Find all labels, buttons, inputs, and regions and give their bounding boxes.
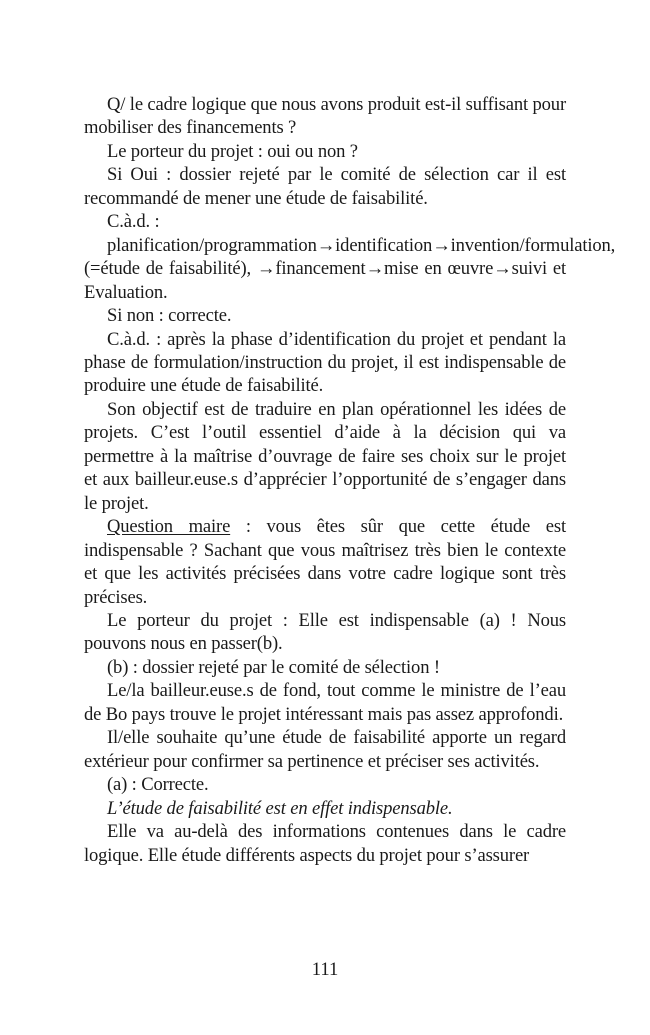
paragraph-planification-chain: planification/programmation→identification→invention/formulation, (=étude de faisabilité), →financement→mise en œuvre→suivi et Evaluation. (84, 234, 616, 303)
paragraph-si-non: Si non : correcte. (107, 305, 232, 327)
question-maire-text: : vous êtes sûr que cette étude est indispensable ? Sachant que vous maîtrisez très bien le contexte et que les activités précisées dans votre cadre logique sont très précises. (84, 516, 566, 608)
paragraph-regard-exterieur: Il/elle souhaite qu’une étude de faisabilité apporte un regard extérieur pour confirmer sa pertinence et préciser ses activités. (84, 727, 566, 772)
paragraph-porteur-reply: Le porteur du projet : Elle est indispensable (a) ! Nous pouvons nous en passer(b). (84, 609, 566, 655)
paragraph-question-maire (84, 515, 566, 609)
paragraph-porteur-answer: Le porteur du projet : oui ou non ? (107, 140, 358, 162)
body-text (84, 93, 616, 867)
paragraph-bailleur: Le/la bailleur.euse.s de fond, tout comme le ministre de l’eau de Bo pays trouve le projet intéressant mais pas assez approfondi. (84, 680, 566, 725)
paragraph-cad-1: C.à.d. : (107, 211, 160, 233)
question-maire-label: Question maire (107, 516, 231, 538)
page-number: 111 (311, 959, 339, 980)
paragraph-question: Q/ le cadre logique que nous avons produit est-il suffisant pour mobiliser des financements ? (84, 94, 566, 139)
paragraph-si-oui: Si Oui : dossier rejeté par le comité de sélection car il est recommandé de mener une étude de faisabilité. (84, 164, 566, 209)
paragraph-italic-statement: L’étude de faisabilité est en effet indispensable. (107, 797, 453, 819)
paragraph-option-a: (a) : Correcte. (107, 774, 209, 796)
paragraph-option-b: (b) : dossier rejeté par le comité de sélection ! (107, 656, 440, 678)
paragraph-cad-2: C.à.d. : après la phase d’identification du projet et pendant la phase de formulation/instruction du projet, il est indispensable de produire une étude de faisabilité. (84, 328, 566, 397)
paragraph-au-dela: Elle va au-delà des informations contenues dans le cadre logique. Elle étude différents aspects du projet pour s’assurer (84, 821, 566, 866)
paragraph-objectif: Son objectif est de traduire en plan opérationnel les idées de projets. C’est l’outil essentiel d’aide à la décision qui va permettre à la maîtrise d’ouvrage de faire ses choix sur le projet et aux bailleur.euse.s d’apprécier l’opportunité de s’engager dans le projet. (84, 398, 566, 514)
